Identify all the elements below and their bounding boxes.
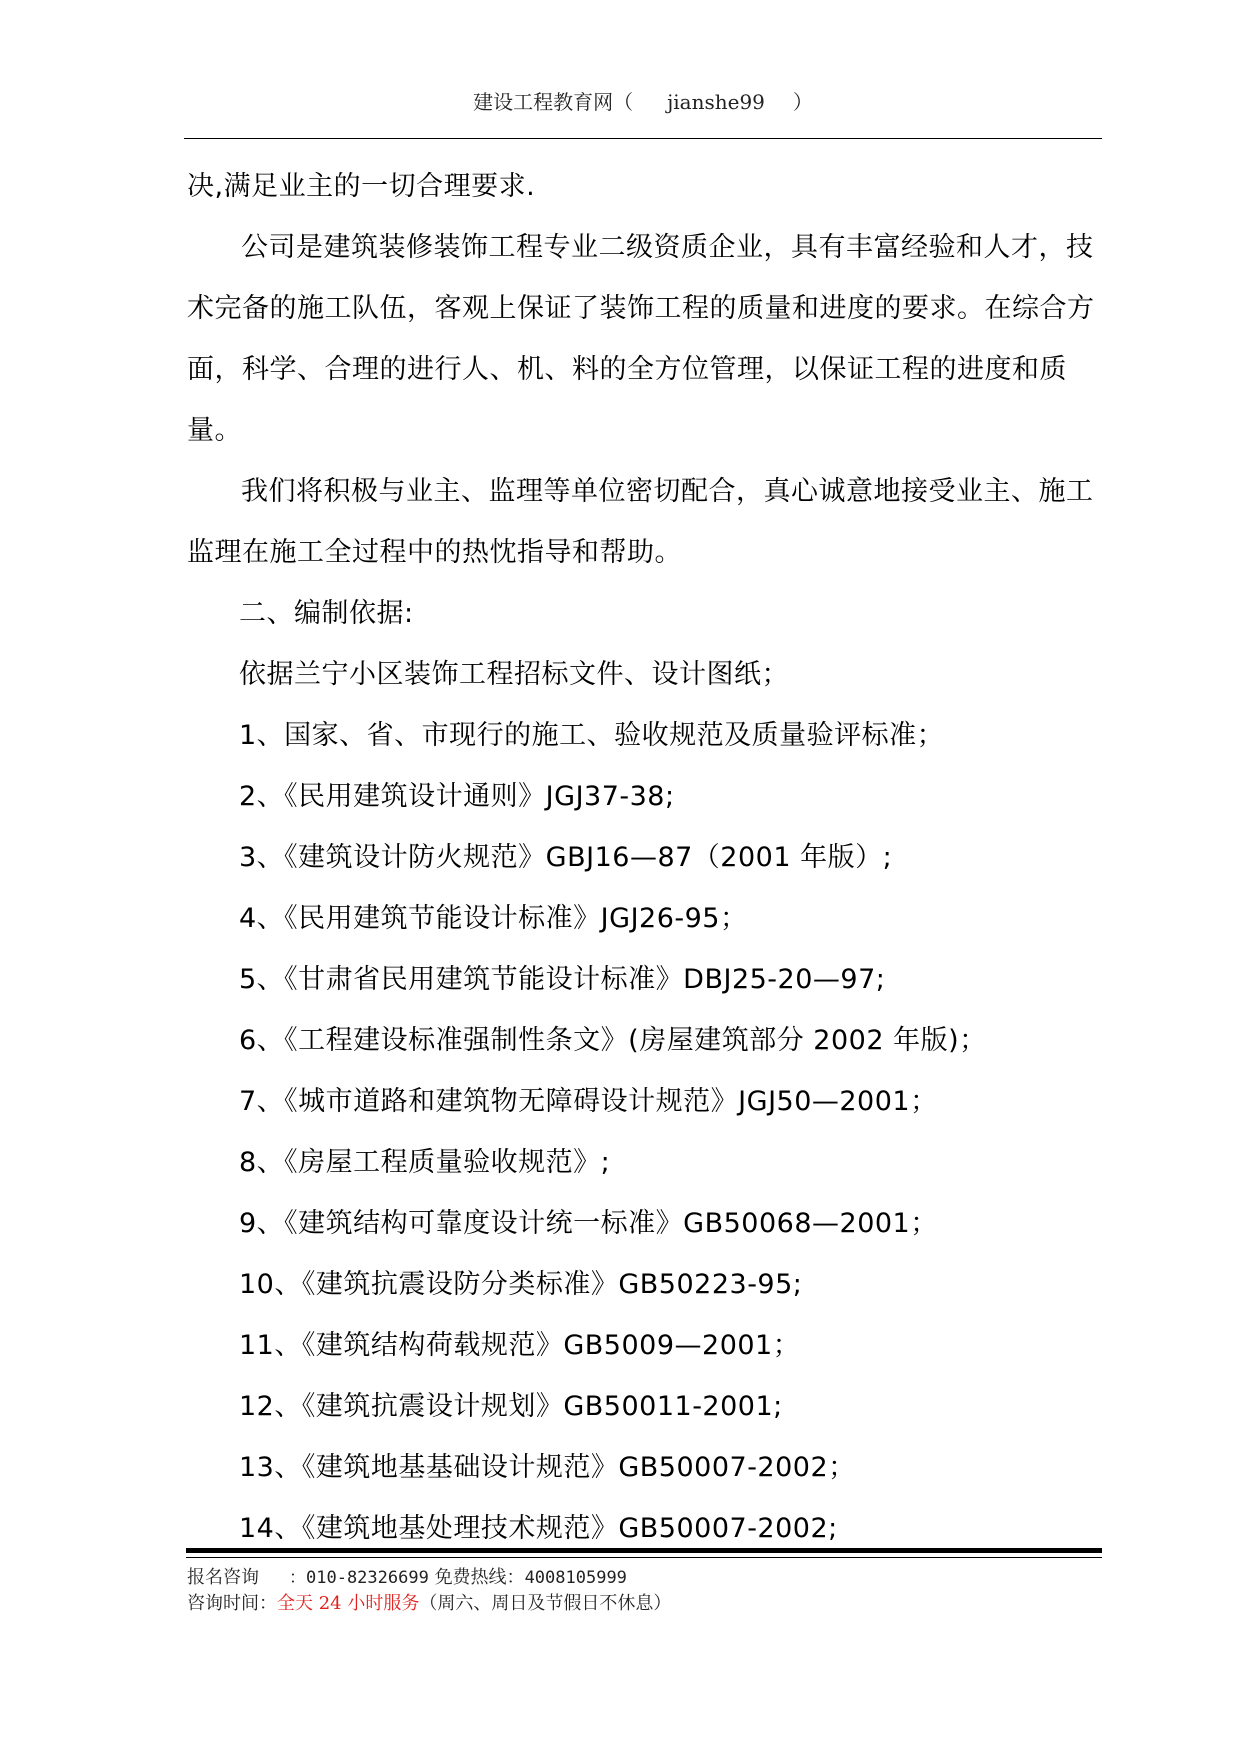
list-item: 6、《工程建设标准强制性条文》(房屋建筑部分 2002 年版)； bbox=[239, 1025, 987, 1056]
footer-contact-line bbox=[187, 1565, 1103, 1591]
list-item: 2、《民用建筑设计通则》JGJ37-38; bbox=[239, 781, 675, 812]
page-footer bbox=[187, 1565, 1103, 1616]
basis-intro: 依据兰宁小区装饰工程招标文件、设计图纸； bbox=[239, 659, 789, 690]
list-item: 7、《城市道路和建筑物无障碍设计规范》JGJ50—2001； bbox=[239, 1086, 938, 1117]
footer-divider-thick bbox=[186, 1548, 1102, 1553]
list-item: 8、《房屋工程质量验收规范》; bbox=[239, 1147, 611, 1178]
header-site-name: 建设工程教育网（ bbox=[473, 90, 634, 114]
standards-list bbox=[187, 705, 1102, 1559]
list-item: 4、《民用建筑节能设计标准》JGJ26-95； bbox=[239, 903, 748, 934]
list-item: 5、《甘肃省民用建筑节能设计标准》DBJ25-20—97; bbox=[239, 964, 886, 995]
page-header bbox=[184, 86, 1102, 115]
section-heading: 二、编制依据: bbox=[239, 598, 414, 629]
list-item: 12、《建筑抗震设计规划》GB50011-2001; bbox=[239, 1391, 783, 1422]
footer-divider-thin bbox=[186, 1557, 1102, 1558]
list-item: 3、《建筑设计防火规范》GBJ16—87（2001 年版）; bbox=[239, 842, 893, 873]
paragraph-cooperation: 我们将积极与业主、监理等单位密切配合，真心诚意地接受业主、施工监理在施工全过程中的热忱指导和帮助。 bbox=[187, 476, 1094, 568]
list-item: 13、《建筑地基基础设计规范》GB50007-2002； bbox=[239, 1452, 856, 1483]
list-item: 9、《建筑结构可靠度设计统一标准》GB50068—2001； bbox=[239, 1208, 938, 1239]
list-item: 10、《建筑抗震设防分类标准》GB50223-95; bbox=[239, 1269, 803, 1300]
footer-hours-line bbox=[187, 1591, 1103, 1616]
hotline-label: 免费热线： bbox=[434, 1567, 525, 1588]
header-handle: jianshe99 bbox=[667, 90, 765, 114]
hours-note: （周六、周日及节假日不休息） bbox=[419, 1593, 672, 1614]
header-divider bbox=[184, 138, 1102, 139]
hours-label: 咨询时间： bbox=[187, 1593, 277, 1614]
document-body bbox=[187, 156, 1102, 1559]
list-item: 1、国家、省、市现行的施工、验收规范及质量验评标准； bbox=[239, 720, 945, 751]
hotline-phone: 4008105999 bbox=[524, 1568, 627, 1588]
consult-label: 报名咨询 bbox=[187, 1567, 259, 1588]
consult-phone: ：010-82326699 bbox=[289, 1568, 429, 1588]
header-close-paren: ） bbox=[792, 90, 813, 114]
hours-highlight: 全天 24 小时服务 bbox=[277, 1593, 420, 1614]
paragraph-continuation: 决,满足业主的一切合理要求. bbox=[187, 171, 536, 202]
paragraph-company: 公司是建筑装修装饰工程专业二级资质企业，具有丰富经验和人才，技术完备的施工队伍，客观上保证了装饰工程的质量和进度的要求。在综合方面，科学、合理的进行人、机、料的全方位管理，以保证工程的进度和质量。 bbox=[187, 232, 1095, 446]
list-item: 11、《建筑结构荷载规范》GB5009—2001； bbox=[239, 1330, 801, 1361]
list-item: 14、《建筑地基处理技术规范》GB50007-2002; bbox=[239, 1513, 838, 1544]
